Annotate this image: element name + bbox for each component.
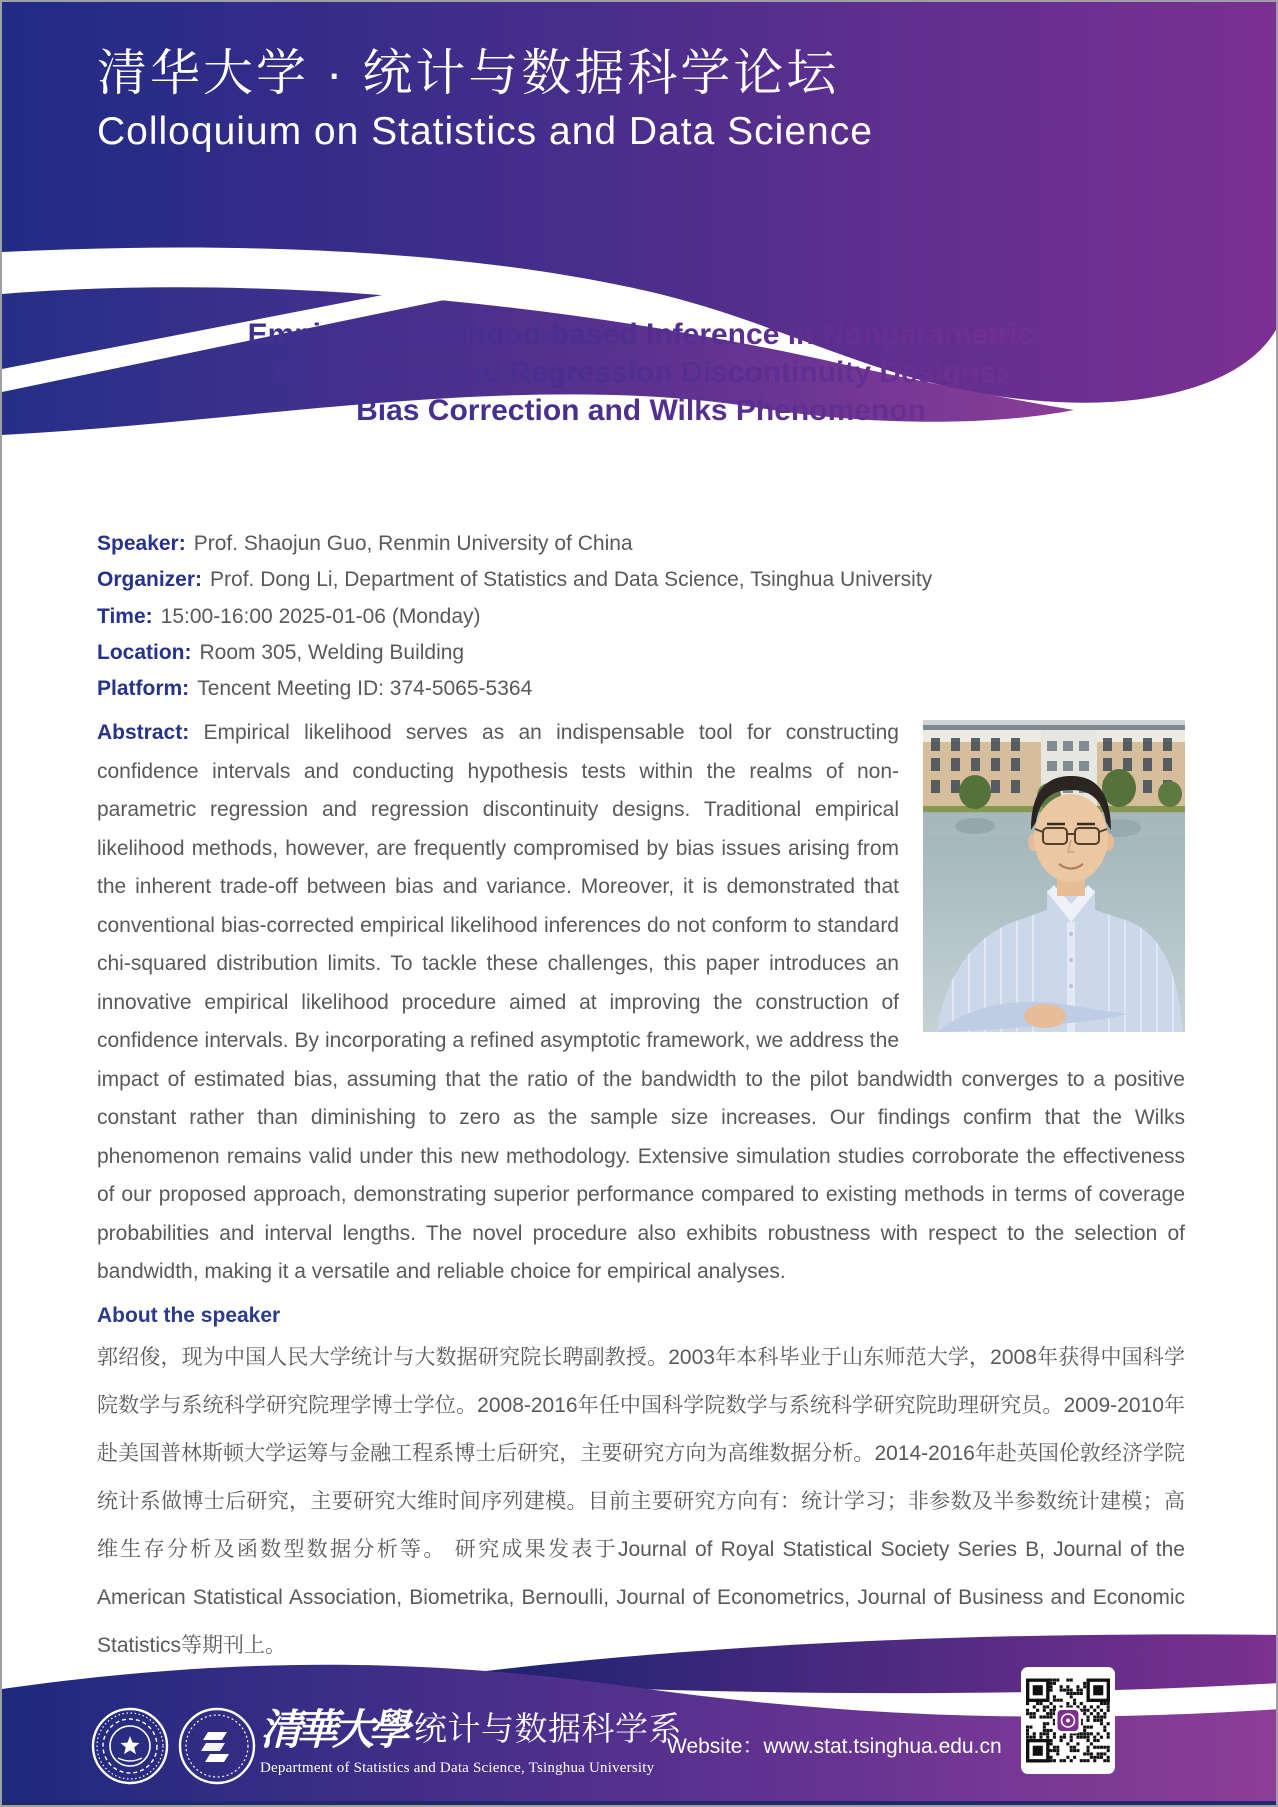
speaker-bio: 郭绍俊，现为中国人民大学统计与大数据研究院长聘副教授。2003年本科毕业于山东师范大学，2008年获得中国科学院数学与系统科学研究院理学博士学位。2008-2016年任中国科学院数学与系统科学研究院助理研究员。2009-2010年赴美国普林斯顿大学运筹与金融工程系博士后研究，主要研究方向为高维数据分析。2014-2016年赴英国伦敦经济学院统计系做博士后研究，主要研究大维时间序列建模。目前主要研究方向有：统计学习；非参数及半参数统计建模；高维生存分析及函数型数据分析等。 研究成果发表于Journal of Royal Statistical Society Series B, Journal of the American Statistical Association, Biometrika, Bernoulli, Journal of Econometrics, Journal of Business and Economic Statistics等期刊上。	[97, 1345, 1185, 1657]
platform-label: Platform:	[97, 677, 190, 701]
info-row-organizer	[97, 562, 1185, 598]
time-label: Time:	[97, 604, 153, 628]
platform-value: Tencent Meeting ID: 374-5065-5364	[197, 677, 533, 701]
statistics-department-seal-icon	[177, 1706, 257, 1786]
website-url[interactable]: www.stat.tsinghua.edu.cn	[763, 1735, 1002, 1758]
department-name-zh: 统计与数据科学系	[414, 1710, 683, 1747]
main-content	[97, 714, 1185, 1670]
location-label: Location:	[97, 640, 192, 664]
info-row-platform	[97, 671, 1185, 707]
organizer-value: Prof. Dong Li, Department of Statistics and Data Science, Tsinghua University	[210, 568, 933, 592]
about-speaker-heading: About the speaker	[97, 1303, 281, 1327]
speaker-value: Prof. Shaojun Guo, Renmin University of China	[193, 532, 633, 555]
talk-title-line-3: Bias Correction and Wilks Phenomenon	[356, 394, 926, 427]
qr-code	[1021, 1667, 1115, 1774]
time-value: 15:00-16:00 2025-01-06 (Monday)	[160, 604, 481, 628]
speaker-label: Speaker:	[97, 532, 186, 555]
website-label: Website：	[667, 1735, 764, 1758]
location-value: Room 305, Welding Building	[199, 640, 465, 664]
department-name-en: Department of Statistics and Data Science, Tsinghua University	[260, 1760, 655, 1776]
info-row-speaker	[97, 526, 1185, 562]
talk-title-line-2: Regression and Regression Discontinuity Designs:	[275, 356, 1007, 389]
header-banner	[97, 42, 873, 158]
talk-title-line-1: Empirical Likelihood-based Inference in Nonparametric	[247, 318, 1035, 351]
forum-title-en: Colloquium on Statistics and Data Science	[97, 110, 873, 153]
abstract-text: Empirical likelihood serves as an indispensable tool for constructing confidence intervals and conducting hypothesis tests within the realms of non-parametric regression and regression discontinuity designs. Traditional empirical likelihood methods, however, are frequently compromised by bias issues arising from the inherent trade-off between bias and variance. Moreover, it is demonstrated that conventional bias-corrected empirical likelihood inferences do not conform to standard chi-squared distribution limits. To tackle these challenges, this paper introduces an innovative empirical likelihood procedure aimed at improving the construction of confidence intervals. By incorporating a refined asymptotic framework, we address the impact of estimated bias, assuming that the ratio of the bandwidth to the pilot bandwidth converges to a positive constant rather than diminishing to zero as the sample size increases. Our findings confirm that the Wilks phenomenon remains valid under this new methodology. Extensive simulation studies corroborate the effectiveness of our proposed approach, demonstrating superior performance compared to existing methods in terms of coverage probabilities and interval lengths. The novel procedure also exhibits robustness with respect to the selection of bandwidth, making it a versatile and reliable choice for empirical analyses.	[97, 721, 1185, 1283]
tsinghua-university-seal-icon	[90, 1706, 170, 1786]
abstract-label: Abstract:	[97, 721, 190, 744]
info-row-time	[97, 599, 1185, 635]
speaker-photo	[923, 720, 1185, 1032]
department-name	[260, 1697, 683, 1757]
website-line	[667, 1730, 1002, 1760]
talk-title	[2, 316, 1278, 430]
department-name-calligraphy: 清華大學	[260, 1706, 405, 1753]
organizer-label: Organizer:	[97, 568, 203, 592]
info-row-location	[97, 635, 1185, 671]
forum-title-zh: 清华大学 · 统计与数据科学论坛	[97, 45, 840, 101]
talk-info-list	[97, 526, 1185, 707]
